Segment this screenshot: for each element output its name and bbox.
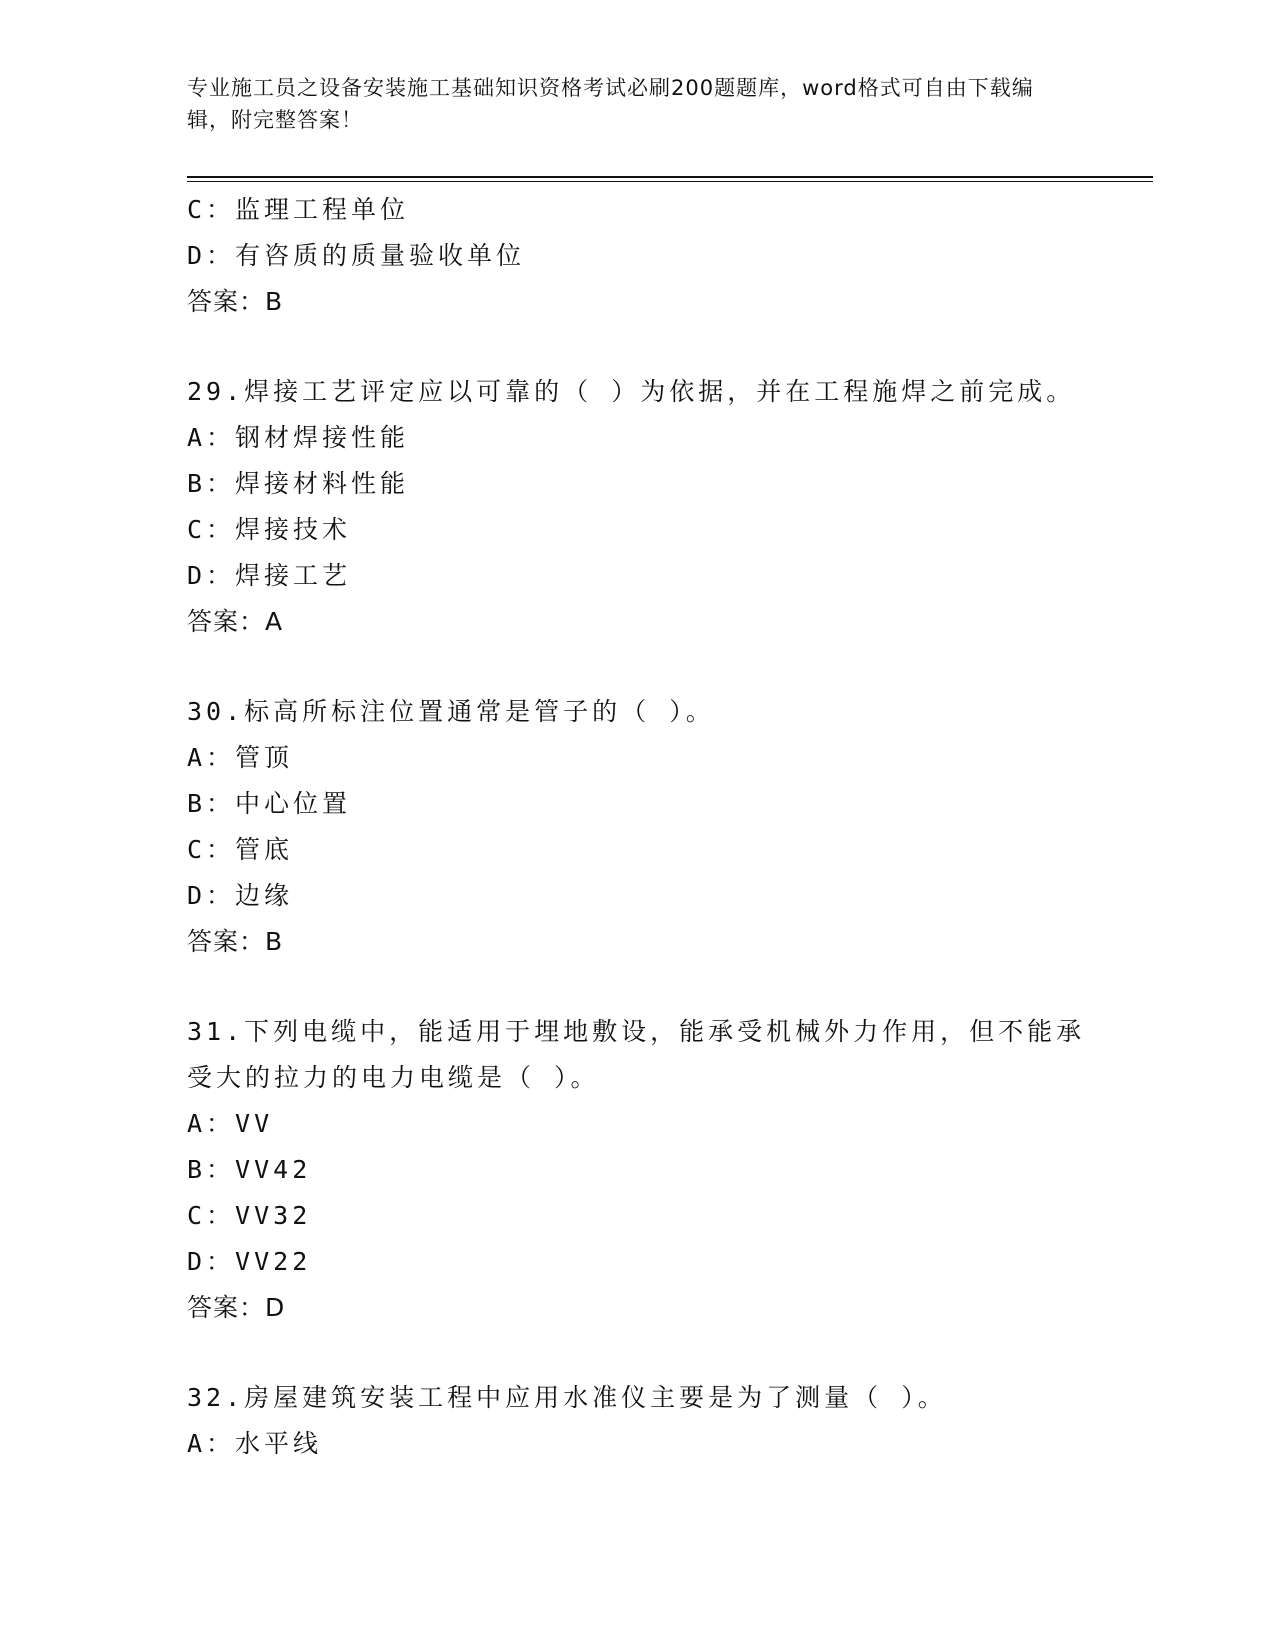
question-stem: 30.标高所标注位置通常是管子的（ ）。 (187, 697, 715, 726)
question-stem: 32.房屋建筑安装工程中应用水准仪主要是为了测量（ ）。 (187, 1383, 947, 1412)
document-header (187, 72, 1067, 136)
option-b: B：中心位置 (187, 789, 352, 818)
question-30 (187, 689, 1087, 965)
question-spacer (187, 965, 1087, 1009)
option-d: D：边缘 (187, 881, 294, 910)
option-b: B：焊接材料性能 (187, 469, 410, 498)
header-title: 专业施工员之设备安装施工基础知识资格考试必刷200题题库，word格式可自由下载编辑，附完整答案！ (187, 76, 1034, 132)
question-list (187, 187, 1087, 1467)
option-d: D：有咨质的质量验收单位 (187, 241, 526, 270)
option-a: A：管顶 (187, 743, 294, 772)
question-29 (187, 369, 1087, 645)
question-spacer (187, 1331, 1087, 1375)
option-c: C：VV32 (187, 1201, 312, 1230)
question-spacer (187, 325, 1087, 369)
option-c: C：管底 (187, 835, 294, 864)
question-stem: 31.下列电缆中，能适用于埋地敷设，能承受机械外力作用，但不能承受大的拉力的电力电缆是（ ）。 (187, 1017, 1086, 1092)
option-a: A：钢材焊接性能 (187, 423, 410, 452)
question-stem: 29.焊接工艺评定应以可靠的（ ）为依据，并在工程施焊之前完成。 (187, 377, 1076, 406)
option-b: B：VV42 (187, 1155, 312, 1184)
option-c: C：焊接技术 (187, 515, 352, 544)
answer-line: 答案：D (187, 1293, 286, 1322)
answer-line: 答案：B (187, 927, 284, 956)
option-a: A：VV (187, 1109, 274, 1138)
header-divider-thin (187, 181, 1153, 182)
answer-line: 答案：B (187, 287, 284, 316)
option-d: D：焊接工艺 (187, 561, 352, 590)
option-c: C：监理工程单位 (187, 195, 410, 224)
option-a: A：水平线 (187, 1429, 323, 1458)
option-d: D：VV22 (187, 1247, 312, 1276)
answer-line: 答案：A (187, 607, 284, 636)
question-31 (187, 1009, 1087, 1331)
question-spacer (187, 645, 1087, 689)
question-32 (187, 1375, 1087, 1467)
question-fragment (187, 187, 1087, 325)
header-divider-thick (187, 176, 1153, 178)
